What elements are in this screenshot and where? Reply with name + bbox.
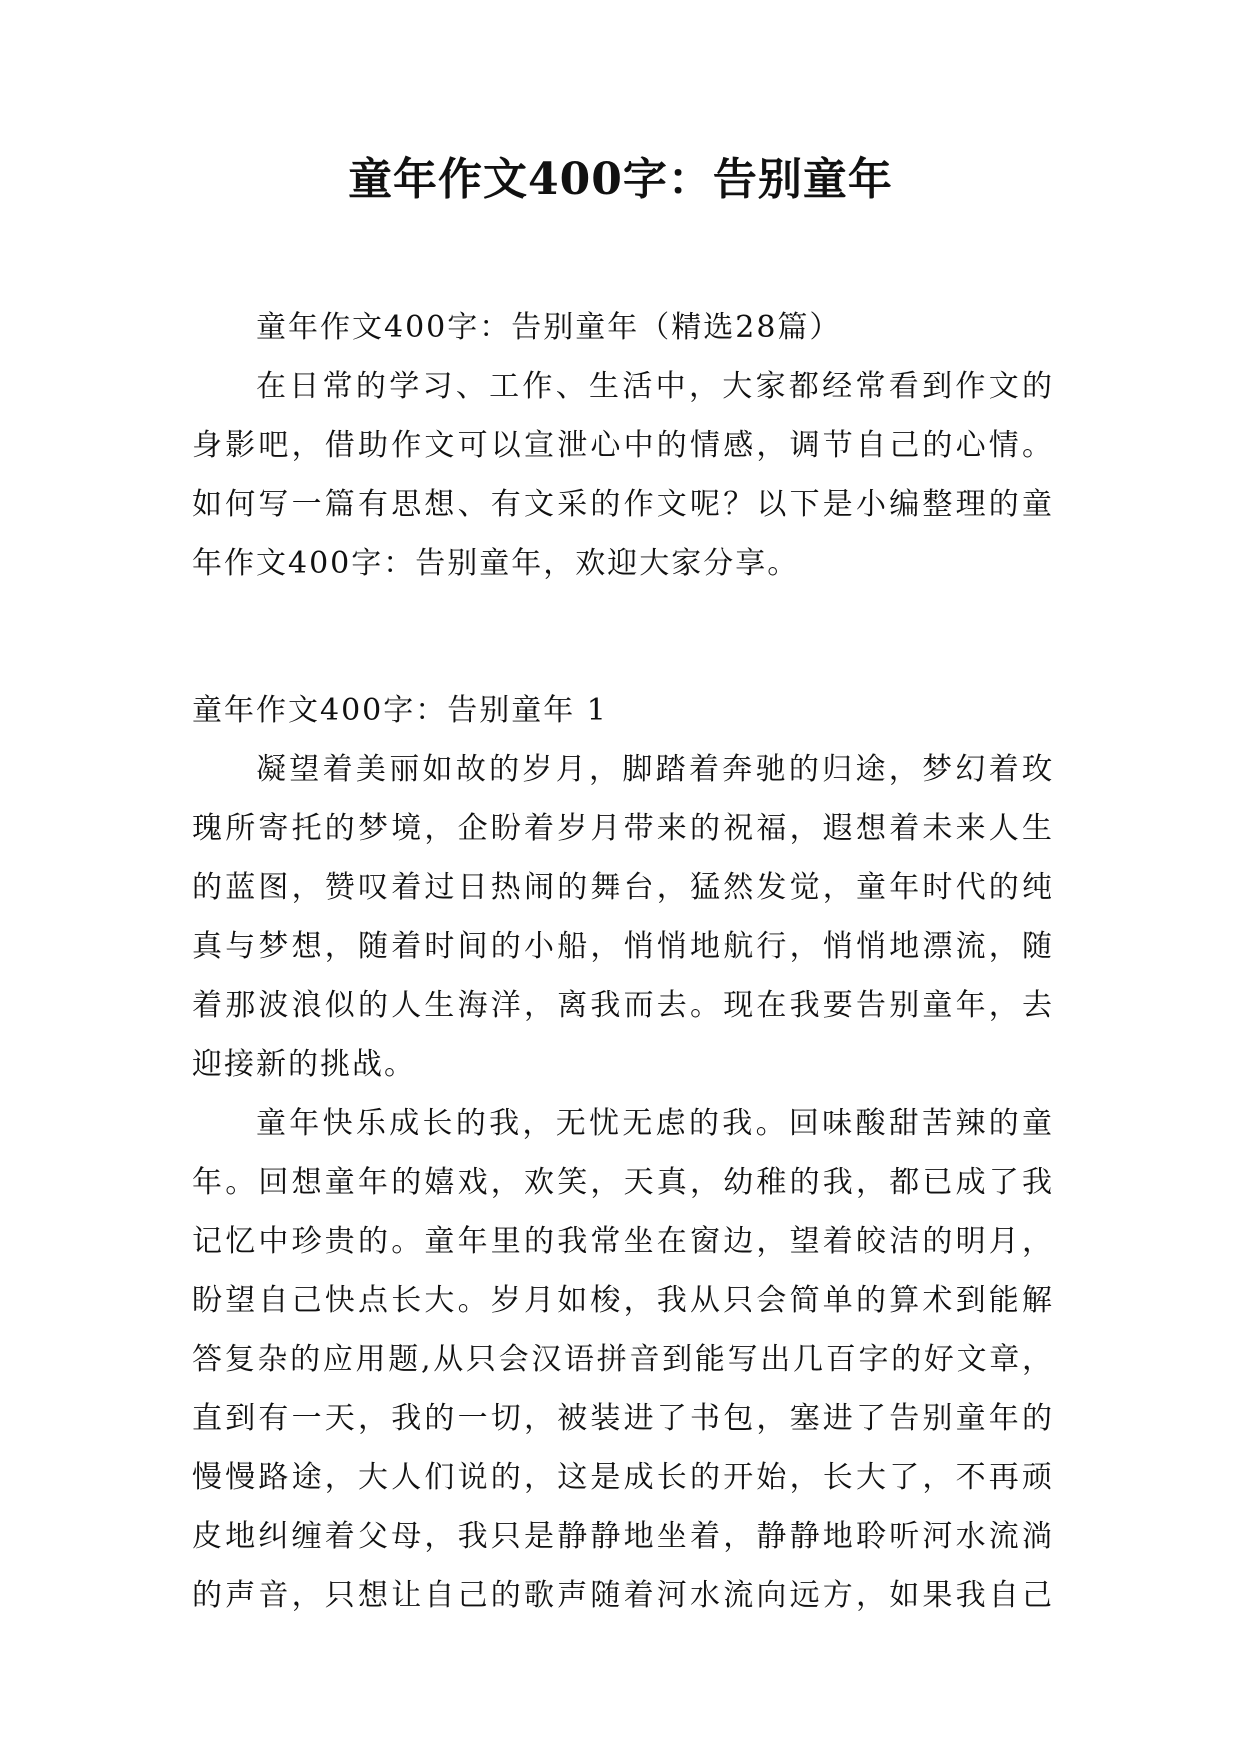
paragraph-line: 真与梦想，随着时间的小船，悄悄地航行，悄悄地漂流，随 <box>192 929 1054 964</box>
subtitle-line: 童年作文400字：告别童年（精选28篇） <box>256 310 842 345</box>
paragraph-line: 年。回想童年的嬉戏，欢笑，天真，幼稚的我，都已成了我 <box>192 1165 1054 1200</box>
paragraph-line: 童年快乐成长的我，无忧无虑的我。回味酸甜苦辣的童 <box>256 1106 1054 1141</box>
paragraph-line: 答复杂的应用题,从只会汉语拼音到能写出几百字的好文章， <box>192 1342 1054 1377</box>
paragraph-line: 在日常的学习、工作、生活中，大家都经常看到作文的 <box>256 369 1054 404</box>
paragraph-line: 盼望自己快点长大。岁月如梭，我从只会简单的算术到能解 <box>192 1283 1054 1318</box>
spacer <box>192 593 1054 681</box>
section-heading: 童年作文400字：告别童年 1 <box>192 693 608 728</box>
paragraph-line: 瑰所寄托的梦境，企盼着岁月带来的祝福，遐想着未来人生 <box>192 811 1054 846</box>
paragraph-line: 年作文400字：告别童年，欢迎大家分享。 <box>192 546 800 581</box>
paragraph-1 <box>192 740 1054 1094</box>
paragraph-line: 着那波浪似的人生海洋，离我而去。现在我要告别童年，去 <box>192 988 1054 1023</box>
paragraph-line: 直到有一天，我的一切，被装进了书包，塞进了告别童年的 <box>192 1401 1054 1436</box>
paragraph-line: 如何写一篇有思想、有文采的作文呢？以下是小编整理的童 <box>192 487 1054 522</box>
document-body <box>192 298 1054 1625</box>
paragraph-line: 迎接新的挑战。 <box>192 1047 416 1082</box>
paragraph-line: 凝望着美丽如故的岁月，脚踏着奔驰的归途，梦幻着玫 <box>256 752 1054 787</box>
intro-paragraph <box>192 357 1054 593</box>
paragraph-line: 皮地纠缠着父母，我只是静静地坐着，静静地聆听河水流淌 <box>192 1519 1054 1554</box>
paragraph-line: 慢慢路途，大人们说的，这是成长的开始，长大了，不再顽 <box>192 1460 1054 1495</box>
paragraph-line: 的声音，只想让自己的歌声随着河水流向远方，如果我自己 <box>192 1578 1054 1613</box>
paragraph-line: 记忆中珍贵的。童年里的我常坐在窗边，望着皎洁的明月， <box>192 1224 1054 1259</box>
document-title: 童年作文400字：告别童年 <box>348 154 893 205</box>
paragraph-line: 身影吧，借助作文可以宣泄心中的情感，调节自己的心情。 <box>192 428 1054 463</box>
paragraph-2 <box>192 1094 1054 1625</box>
paragraph-line: 的蓝图，赞叹着过日热闹的舞台，猛然发觉，童年时代的纯 <box>192 870 1054 905</box>
